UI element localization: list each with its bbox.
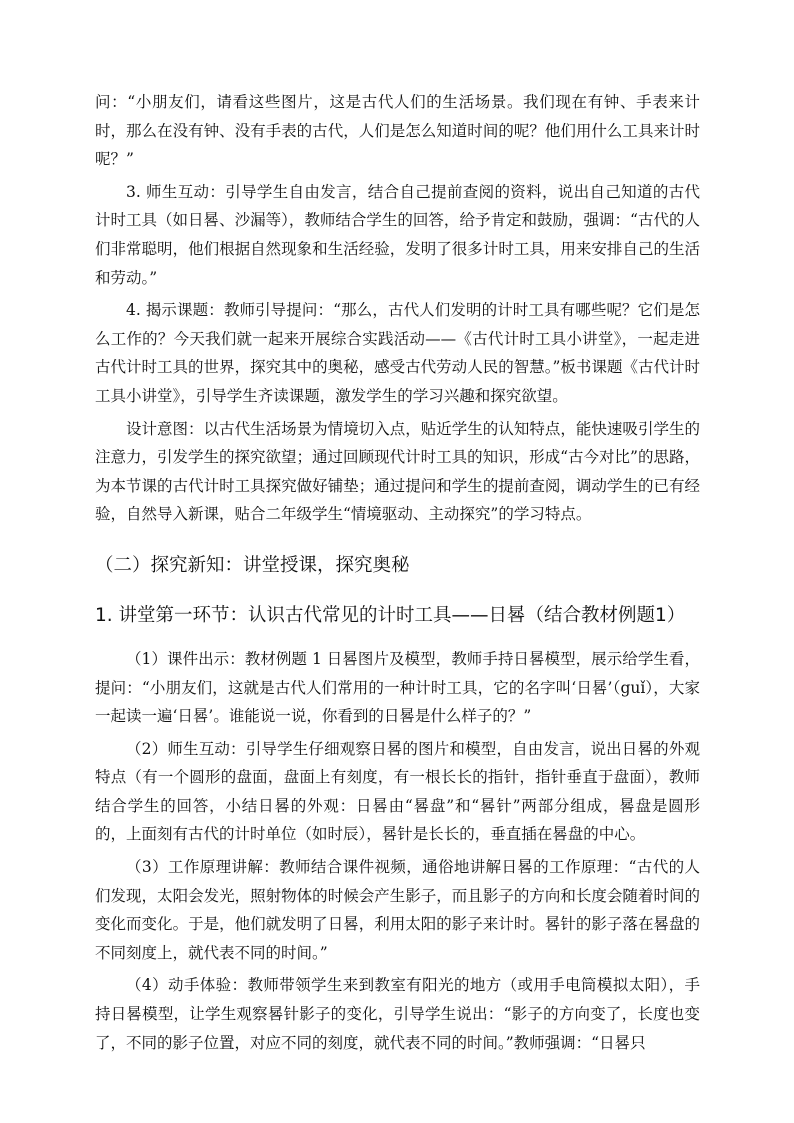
paragraph-step-3: （3）工作原理讲解：教师结合课件视频，通俗地讲解日晷的工作原理：“古代的人们发现，太阳会发光，照射物体的时候会产生影子，而且影子的方向和长度会随着时间的变化而变化。于是，他们就发明了日晷，利用太阳的影子来计时。晷针的影子落在晷盘的不同刻度上，就代表不同的时间。” [95, 858, 700, 962]
paragraph-step-4: （4）动手体验：教师带领学生来到教室有阳光的地方（或用手电筒模拟太阳），手持日晷模型，让学生观察晷针影子的变化，引导学生说出：“影子的方向变了，长度也变了，不同的影子位置，对应不同的刻度，就代表不同的时间。”教师强调：“日晷只 [95, 976, 700, 1052]
document-page [95, 88, 700, 1057]
paragraph-step-2: （2）师生互动：引导学生仔细观察日晷的图片和模型，自由发言，说出日晷的外观特点（有一个圆形的盘面，盘面上有刻度，有一根长长的指针，指针垂直于盘面），教师结合学生的回答，小结日晷的外观：日晷由“晷盘”和“晷针”两部分组成，晷盘是圆形的，上面刻有古代的计时单位（如时辰），晷针是长长的，垂直插在晷盘的中心。 [95, 739, 700, 844]
paragraph-step-1: （1）课件出示：教材例题 1 日晷图片及模型，教师手持日晷模型，展示给学生看，提问：“小朋友们，这就是古代人们常用的一种计时工具，它的名字叫‘日晷’（guǐ），大家一起读一遍‘日晷’。谁能说一说，你看到的日晷是什么样子的？” [95, 649, 700, 726]
paragraph-teacher-student-interaction: 3. 师生互动：引导学生自由发言，结合自己提前查阅的资料，说出自己知道的古代计时工具（如日晷、沙漏等），教师结合学生的回答，给予肯定和鼓励，强调：“古代的人们非常聪明，他们根据自然现象和生活经验，发明了很多计时工具，用来安排自己的生活和劳动。” [95, 182, 700, 287]
section-heading: （二）探究新知：讲堂授课，探究奥秘 [95, 554, 410, 576]
paragraph-design-intent: 设计意图：以古代生活场景为情境切入点，贴近学生的认知特点，能快速吸引学生的注意力，引发学生的探究欲望；通过回顾现代计时工具的知识，形成“古今对比”的思路，为本节课的古代计时工具探究做好铺垫；通过提问和学生的提前查阅，调动学生的已有经验，自然导入新课，贴合二年级学生“情境驱动、主动探究”的学习特点。 [95, 419, 700, 524]
paragraph-intro-question: 问：“小朋友们，请看这些图片，这是古代人们的生活场景。我们现在有钟、手表来计时，那么在没有钟、没有手表的古代，人们是怎么知道时间的呢？他们用什么工具来计时呢？” [95, 93, 700, 169]
subsection-heading: 1. 讲堂第一环节：认识古代常见的计时工具——日晷（结合教材例题1） [95, 604, 686, 626]
paragraph-reveal-topic: 4. 揭示课题：教师引导提问：“那么，古代人们发明的计时工具有哪些呢？它们是怎么工作的？今天我们就一起来开展综合实践活动——《古代计时工具小讲堂》，一起走进古代计时工具的世界，探究其中的奥秘，感受古代劳动人民的智慧。”板书课题《古代计时工具小讲堂》，引导学生齐读课题，激发学生的学习兴趣和探究欲望。 [95, 301, 700, 405]
